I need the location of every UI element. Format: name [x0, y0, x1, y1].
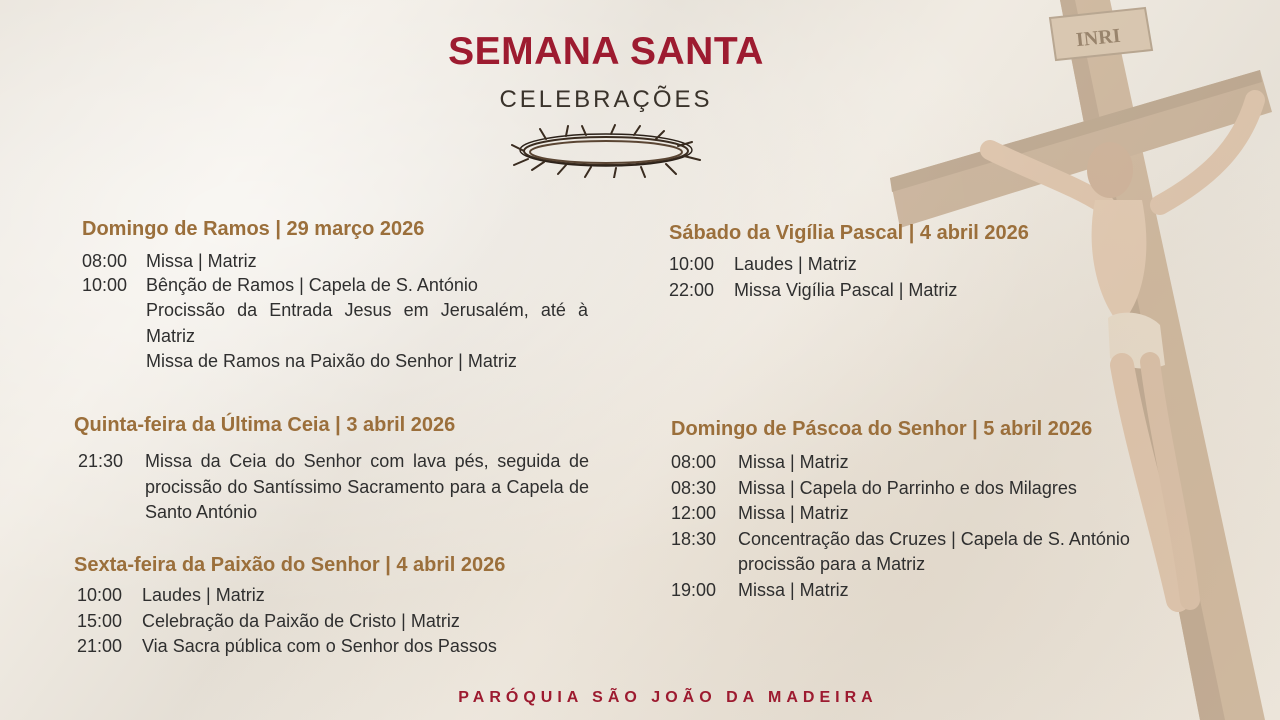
event-description: Celebração da Paixão de Cristo | Matriz	[142, 610, 460, 631]
event-description: Missa | Matriz	[146, 251, 257, 271]
event-time: 22:00	[669, 279, 715, 300]
page-subtitle: CELEBRAÇÕES	[499, 86, 713, 113]
schedule-row	[671, 527, 1211, 578]
event-time: 15:00	[77, 610, 123, 631]
schedule-row	[669, 278, 1089, 304]
schedule-row	[74, 634, 594, 660]
section-title: Sexta-feira da Paixão do Senhor | 4 abril 2026	[74, 554, 506, 576]
schedule-row	[671, 476, 1211, 502]
event-description: Laudes | Matriz	[142, 585, 265, 605]
section-title: Quinta-feira da Última Ceia | 3 abril 2026	[74, 414, 456, 436]
event-line: Missa de Ramos na Paixão do Senhor | Matriz	[146, 351, 517, 371]
section-domingo-de-pascoa	[671, 418, 1211, 603]
event-time: 12:00	[671, 503, 717, 523]
event-description	[146, 273, 588, 375]
section-sabado-vigilia	[669, 222, 1089, 303]
crown-of-thorns-icon	[506, 124, 706, 178]
schedule-row	[671, 501, 1211, 527]
section-title: Domingo de Ramos | 29 março 2026	[82, 218, 425, 240]
event-description: Missa | Matriz	[738, 503, 849, 523]
event-time: 08:00	[82, 251, 128, 271]
schedule-row	[74, 609, 594, 635]
event-time: 21:30	[78, 451, 124, 471]
event-time: 21:00	[77, 636, 123, 656]
event-description: Missa da Ceia do Senhor com lava pés, seguida de procissão do Santíssimo Sacramento para a Capela de Santo António	[145, 451, 589, 522]
schedule-row	[671, 578, 1211, 604]
schedule-row	[74, 449, 589, 526]
event-line: Procissão da Entrada Jesus em Jerusalém, até à Matriz	[146, 300, 588, 346]
event-description: Missa | Matriz	[738, 452, 849, 472]
section-quinta-feira	[74, 414, 589, 526]
event-line: Bênção de Ramos | Capela de S. António	[146, 274, 478, 295]
event-description: Missa | Matriz	[738, 579, 849, 600]
event-description: Via Sacra pública com o Senhor dos Passos	[142, 636, 497, 656]
event-time: 08:00	[671, 452, 717, 472]
inri-text: INRI	[1074, 24, 1122, 52]
section-domingo-de-ramos	[82, 218, 588, 375]
event-description: Missa | Capela do Parrinho e dos Milagres	[738, 477, 1077, 498]
event-time: 10:00	[82, 274, 128, 295]
event-line: Concentração das Cruzes | Capela de S. António	[738, 528, 1130, 549]
schedule-row	[82, 273, 588, 375]
parish-footer: PARÓQUIA SÃO JOÃO DA MADEIRA	[458, 689, 878, 706]
schedule-row	[669, 252, 1089, 278]
event-time: 10:00	[669, 254, 715, 274]
section-title: Domingo de Páscoa do Senhor | 5 abril 2026	[671, 418, 1093, 440]
section-title: Sábado da Vigília Pascal | 4 abril 2026	[669, 222, 1029, 244]
event-time: 10:00	[77, 585, 123, 605]
schedule-row	[74, 583, 594, 609]
event-description: Laudes | Matriz	[734, 254, 857, 274]
schedule-row	[82, 249, 588, 275]
event-time: 08:30	[671, 477, 717, 498]
event-time: 19:00	[671, 579, 717, 600]
event-description	[738, 527, 1211, 578]
schedule-row	[671, 450, 1211, 476]
page-title: SEMANA SANTA	[448, 30, 764, 73]
event-time: 18:30	[671, 528, 717, 549]
event-description: Missa Vigília Pascal | Matriz	[734, 279, 958, 300]
event-line: procissão para a Matriz	[738, 554, 926, 574]
section-sexta-feira	[74, 554, 594, 660]
